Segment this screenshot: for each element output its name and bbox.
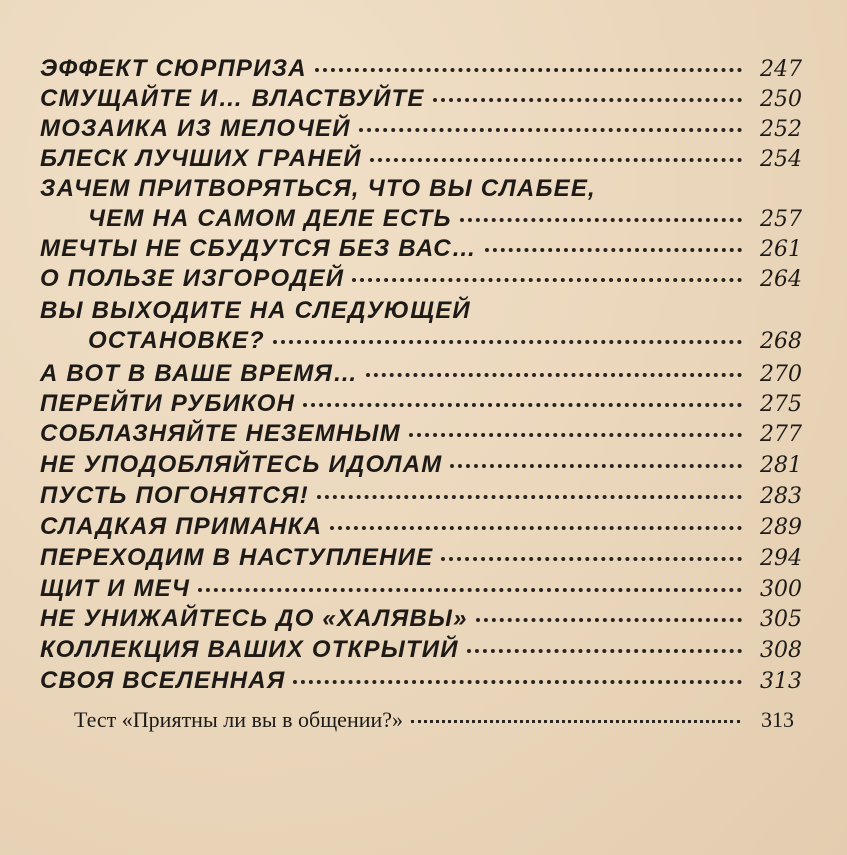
leader-dots xyxy=(409,433,742,437)
toc-entry xyxy=(40,175,802,235)
leader-dots xyxy=(317,495,742,499)
leader-dots xyxy=(366,373,742,377)
toc-entry xyxy=(40,390,802,420)
leader-dots xyxy=(441,557,742,561)
toc-test-entry xyxy=(74,707,794,737)
toc-entry-page: 247 xyxy=(760,57,802,82)
toc-entry-page: 257 xyxy=(760,207,802,232)
toc-entry-title: НЕ УПОДОБЛЯЙТЕСЬ ИДОЛАМ xyxy=(40,451,443,478)
toc-entry-title: ЭФФЕКТ СЮРПРИЗА xyxy=(40,55,307,82)
toc-entry-page: 281 xyxy=(760,453,802,478)
toc-entry-page: 261 xyxy=(760,237,802,262)
toc-entry-title: МЕЧТЫ НЕ СБУДУТСЯ БЕЗ ВАС… xyxy=(40,235,477,262)
toc-entry xyxy=(40,145,802,175)
toc-entry xyxy=(40,544,802,574)
leader-dots xyxy=(359,128,742,132)
toc-entry-title: О ПОЛЬЗЕ ИЗГОРОДЕЙ xyxy=(40,265,345,292)
toc-entry-page: 294 xyxy=(760,546,802,571)
toc-entry xyxy=(40,482,802,512)
toc-entry xyxy=(40,115,802,145)
leader-dots xyxy=(433,98,742,102)
leader-dots xyxy=(293,680,742,684)
toc-entry xyxy=(40,420,802,450)
toc-entry-title: СВОЯ ВСЕЛЕННАЯ xyxy=(40,667,286,694)
toc-entry-title: БЛЕСК ЛУЧШИХ ГРАНЕЙ xyxy=(40,145,362,172)
toc-entry-title: ПУСТЬ ПОГОНЯТСЯ! xyxy=(40,482,309,509)
toc-entry-title-line1: ВЫ ВЫХОДИТЕ НА СЛЕДУЮЩЕЙ xyxy=(40,297,471,324)
toc-entry xyxy=(40,667,802,697)
toc-test-title: Тест «Приятны ли вы в общении?» xyxy=(74,707,404,732)
toc-entry xyxy=(40,360,802,390)
toc-entry-page: 277 xyxy=(760,422,802,447)
toc-test-page: 313 xyxy=(761,707,794,732)
leader-dots xyxy=(460,218,742,222)
toc-entry-page: 283 xyxy=(760,484,802,509)
toc-entry-title-line2: ЧЕМ НА САМОМ ДЕЛЕ ЕСТЬ xyxy=(88,205,452,232)
toc-entry-page: 275 xyxy=(760,392,802,417)
leader-dots xyxy=(352,278,742,282)
toc-entry-title: ПЕРЕЙТИ РУБИКОН xyxy=(40,390,296,417)
toc-entry-page: 300 xyxy=(760,577,802,602)
toc-entry xyxy=(40,605,802,635)
toc-entry-title: СЛАДКАЯ ПРИМАНКА xyxy=(40,513,323,540)
leader-dots xyxy=(315,68,742,72)
toc-entry xyxy=(40,265,802,295)
toc-entry-page: 252 xyxy=(760,117,802,142)
toc-entry xyxy=(40,55,802,85)
toc-entry-title: ЩИТ И МЕЧ xyxy=(40,575,191,602)
toc-entry-page: 289 xyxy=(760,515,802,540)
toc-entry-title: ПЕРЕХОДИМ В НАСТУПЛЕНИЕ xyxy=(40,544,434,571)
toc-entry xyxy=(40,636,802,666)
toc-entry-title: СОБЛАЗНЯЙТЕ НЕЗЕМНЫМ xyxy=(40,420,401,447)
toc-entry-page: 305 xyxy=(760,607,802,632)
toc-entry-title: МОЗАИКА ИЗ МЕЛОЧЕЙ xyxy=(40,115,351,142)
toc-entry-title: СМУЩАЙТЕ И… ВЛАСТВУЙТЕ xyxy=(40,85,425,112)
leader-dots xyxy=(411,720,740,723)
toc-entry-title: КОЛЛЕКЦИЯ ВАШИХ ОТКРЫТИЙ xyxy=(40,636,459,663)
leader-dots xyxy=(198,588,742,592)
toc-entry-page: 250 xyxy=(760,87,802,112)
leader-dots xyxy=(273,340,742,344)
toc-entry xyxy=(40,451,802,481)
toc-entry xyxy=(40,575,802,605)
toc-entry-page: 264 xyxy=(760,267,802,292)
leader-dots xyxy=(485,248,742,252)
toc-entry xyxy=(40,85,802,115)
toc-entry-title-line1: ЗАЧЕМ ПРИТВОРЯТЬСЯ, ЧТО ВЫ СЛАБЕЕ, xyxy=(40,175,596,202)
leader-dots xyxy=(370,158,742,162)
toc-entry-page: 313 xyxy=(760,669,802,694)
toc-entry-title: НЕ УНИЖАЙТЕСЬ ДО «ХАЛЯВЫ» xyxy=(40,605,468,632)
leader-dots xyxy=(467,649,742,653)
toc-entry xyxy=(40,513,802,543)
leader-dots xyxy=(303,403,742,407)
toc-entry-page: 268 xyxy=(760,329,802,354)
toc-entry-title: А ВОТ В ВАШЕ ВРЕМЯ… xyxy=(40,360,359,387)
toc-entry-page: 270 xyxy=(760,362,802,387)
toc-entry xyxy=(40,235,802,265)
leader-dots xyxy=(476,618,742,622)
toc-entry xyxy=(40,297,802,357)
leader-dots xyxy=(450,464,742,468)
toc-entry-page: 308 xyxy=(760,638,802,663)
leader-dots xyxy=(330,526,742,530)
toc-entry-page: 254 xyxy=(760,147,802,172)
toc-entry-title-line2: ОСТАНОВКЕ? xyxy=(88,327,265,354)
